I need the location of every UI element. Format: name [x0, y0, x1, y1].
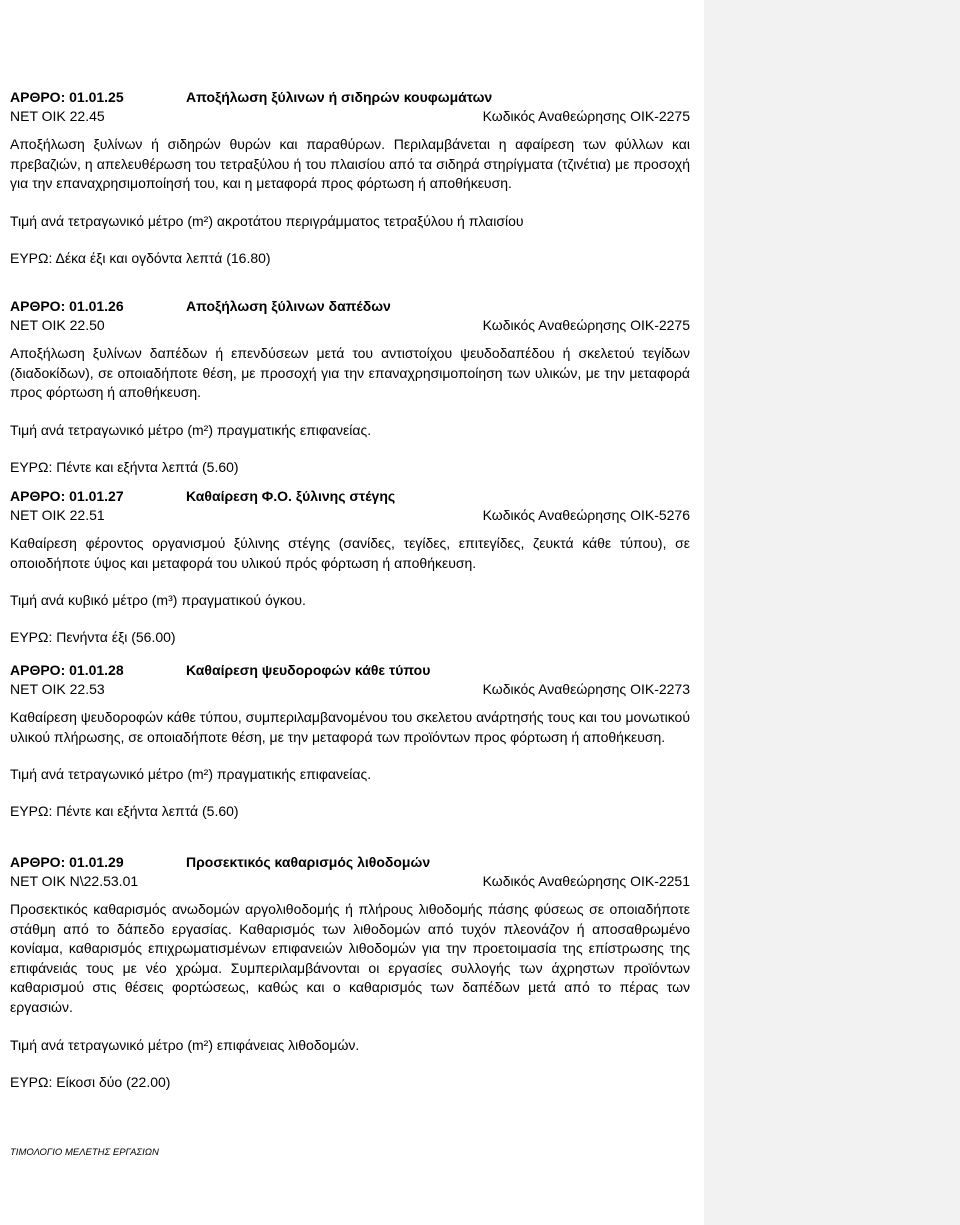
article-description: Αποξήλωση ξυλίνων δαπέδων ή επενδύσεων μετά του αντιστοίχου ψευδοδαπέδου ή σκελετού τεγίδων (διαδοκίδων), σε οποιαδήποτε θέση, με προσοχή για την επαναχρησιμοποίηση των υλικών, με την μεταφορά προς φόρτωση ή αποθήκευση.	[10, 345, 690, 401]
article-code: ΑΡΘΡΟ: 01.01.25	[10, 89, 124, 105]
article-subheader	[10, 316, 690, 335]
price-basis: Τιμή ανά τετραγωνικό μέτρο (m²) ακροτάτου περιγράμματος τετραξύλου ή πλαισίου	[10, 212, 524, 229]
article-subheader	[10, 107, 690, 126]
article-subheader	[10, 680, 690, 699]
net-code: ΝΕΤ ΟΙΚ 22.53	[10, 681, 105, 697]
net-code: ΝΕΤ ΟΙΚ 22.50	[10, 317, 105, 333]
article-code: ΑΡΘΡΟ: 01.01.27	[10, 488, 124, 504]
article-title: Καθαίρεση ψευδοροφών κάθε τύπου	[186, 662, 431, 678]
net-code: ΝΕΤ ΟΙΚ 22.51	[10, 507, 105, 523]
article-01-01-26	[10, 297, 690, 477]
article-description: Αποξήλωση ξυλίνων ή σιδηρών θυρών και παραθύρων. Περιλαμβάνεται η αφαίρεση των φύλλων και πρεβαζιών, η απελευθέρωση του τετραξύλου ή του πλαισίου από τα σιδηρά στηρίγματα (τζινέτια) με προσοχή για την επαναχρησιμοποίησή του, και η μεταφορά προς φόρτωση ή αποθήκευση.	[10, 136, 690, 192]
net-code: ΝΕΤ ΟΙΚ 22.45	[10, 108, 105, 124]
net-code: ΝΕΤ ΟΙΚ Ν\22.53.01	[10, 873, 139, 889]
revision-code: Κωδικός Αναθεώρησης ΟΙΚ-2273	[482, 681, 690, 697]
article-01-01-27	[10, 487, 690, 647]
article-header	[10, 661, 690, 680]
article-01-01-29	[10, 853, 690, 1092]
price-basis: Τιμή ανά τετραγωνικό μέτρο (m²) πραγματικής επιφανείας.	[10, 766, 372, 783]
revision-code: Κωδικός Αναθεώρησης ΟΙΚ-5276	[482, 507, 690, 523]
article-01-01-25	[10, 88, 690, 268]
right-margin-panel	[704, 0, 960, 1225]
article-header	[10, 297, 690, 316]
article-subheader	[10, 872, 690, 891]
article-header	[10, 487, 690, 506]
price-euro: ΕΥΡΩ: Είκοσι δύο (22.00)	[10, 1073, 171, 1090]
article-header	[10, 88, 690, 107]
article-description: Καθαίρεση ψευδοροφών κάθε τύπου, συμπεριλαμβανομένου του σκελετου ανάρτησής τους και του μονωτικού υλικού πλήρωσης, σε οποιαδήποτε θέση, με την μεταφορά των προϊόντων προς φόρτωση ή αποθήκευση.	[10, 709, 690, 745]
article-description: Προσεκτικός καθαρισμός ανωδομών αργολιθοδομής ή πλήρους λιθοδομής πάσης φύσεως σε οποιαδήποτε στάθμη από το δάπεδο εργασίας. Καθαρισμός των λιθοδομών από τυχόν πλεονάζον ή αποσαθρωμένο κονίαμα, καθαρισμός επιχρωματισμένων επιφανειών λιθοδομών για την προετοιμασία της επίστρωσης της επιφάνειάς τους με νέο χρώμα. Συμπεριλαμβάνονται οι εργασίες συλλογής των άχρηστων προϊόντων καθαρισμού στις θέσεις φορτώσεως, καθώς και ο καθαρισμός των δαπέδων μετά από το πέρας των εργασιών.	[10, 901, 690, 1015]
price-basis: Τιμή ανά τετραγωνικό μέτρο (m²) πραγματικής επιφανείας.	[10, 421, 372, 438]
article-subheader	[10, 506, 690, 525]
price-basis: Τιμή ανά τετραγωνικό μέτρο (m²) επιφάνειας λιθοδομών.	[10, 1036, 360, 1053]
price-basis: Τιμή ανά κυβικό μέτρο (m³) πραγματικού όγκου.	[10, 592, 306, 609]
revision-code: Κωδικός Αναθεώρησης ΟΙΚ-2275	[482, 108, 690, 124]
price-euro: ΕΥΡΩ: Πέντε και εξήντα λεπτά (5.60)	[10, 458, 239, 475]
article-title: Καθαίρεση Φ.Ο. ξύλινης στέγης	[186, 488, 396, 504]
revision-code: Κωδικός Αναθεώρησης ΟΙΚ-2275	[482, 317, 690, 333]
article-title: Προσεκτικός καθαρισμός λιθοδομών	[186, 854, 431, 870]
article-code: ΑΡΘΡΟ: 01.01.28	[10, 662, 124, 678]
footer-document-title: ΤΙΜΟΛΟΓΙΟ ΜΕΛΕΤΗΣ ΕΡΓΑΣΙΩΝ	[10, 1147, 159, 1158]
article-code: ΑΡΘΡΟ: 01.01.29	[10, 854, 124, 870]
article-code: ΑΡΘΡΟ: 01.01.26	[10, 298, 124, 314]
article-description: Καθαίρεση φέροντος οργανισμού ξύλινης στέγης (σανίδες, τεγίδες, επιτεγίδες, ζευκτά κάθε τύπου), σε οποιοδήποτε ύψος και μεταφορά του υλικού πρός φόρτωση ή αποθήκευση.	[10, 535, 690, 571]
article-title: Αποξήλωση ξύλινων ή σιδηρών κουφωμάτων	[186, 89, 493, 105]
price-euro: ΕΥΡΩ: Πενήντα έξι (56.00)	[10, 629, 176, 646]
price-euro: ΕΥΡΩ: Πέντε και εξήντα λεπτά (5.60)	[10, 803, 239, 820]
article-title: Αποξήλωση ξύλινων δαπέδων	[186, 298, 391, 314]
article-01-01-28	[10, 661, 690, 821]
revision-code: Κωδικός Αναθεώρησης ΟΙΚ-2251	[482, 873, 690, 889]
article-header	[10, 853, 690, 872]
price-euro: ΕΥΡΩ: Δέκα έξι και ογδόντα λεπτά (16.80)	[10, 249, 271, 266]
